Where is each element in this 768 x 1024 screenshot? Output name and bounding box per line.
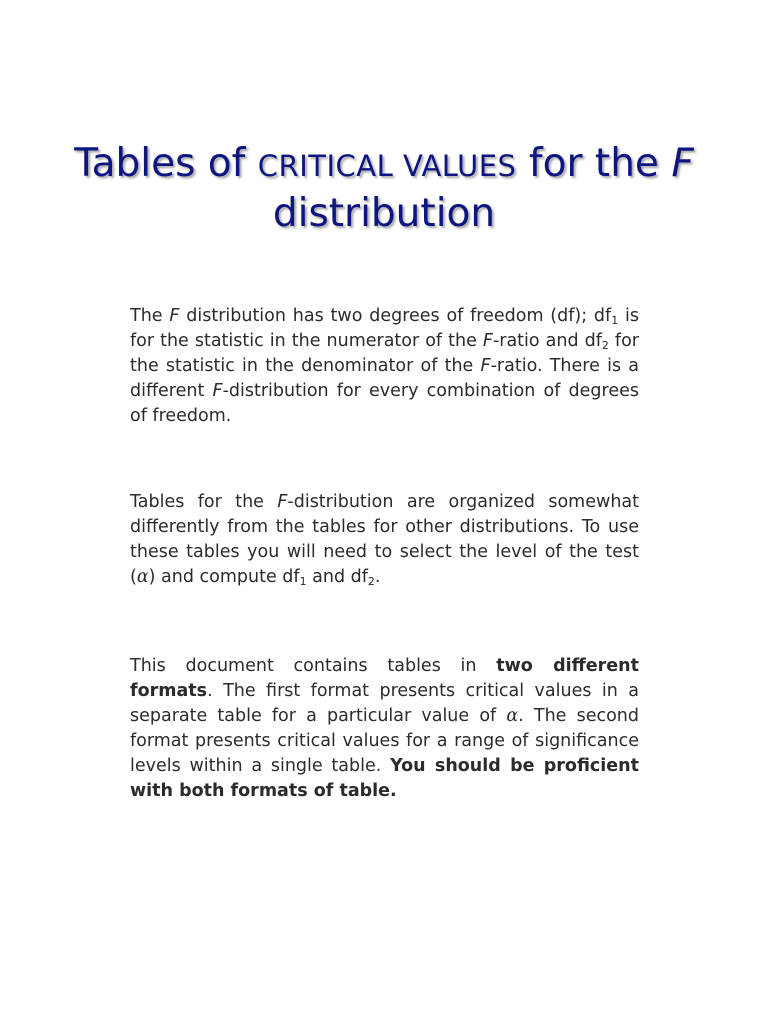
p1-f-italic: F <box>482 331 493 351</box>
p2-f-italic: F <box>277 492 288 512</box>
title-small-caps: CRITICAL VALUES <box>257 149 517 183</box>
p1-text: -distribution for every combination of degrees of freedom. <box>130 381 639 426</box>
p1-subscript: 2 <box>601 339 609 352</box>
p3-bold-text: You should be proficient with both formats of table. <box>130 756 639 801</box>
p1-text: The <box>130 306 170 326</box>
p1-f-italic: F <box>169 306 180 326</box>
p1-f-italic: F <box>480 356 491 376</box>
p3-text: This document contains tables in <box>130 656 497 676</box>
paragraph-f-distribution-intro <box>130 304 639 429</box>
alpha-symbol: α <box>506 706 519 726</box>
p2-text: and df <box>306 567 368 587</box>
title-f-letter: F <box>671 141 694 186</box>
p2-subscript: 2 <box>367 575 375 588</box>
p2-text: ) and compute df <box>148 567 300 587</box>
p1-text: for the statistic in the denominator of the <box>130 331 639 376</box>
paragraph-table-formats <box>130 654 639 804</box>
p1-text: -ratio. There is a different <box>130 356 639 401</box>
title-part3: distribution <box>272 191 496 236</box>
p3-text: . The first format presents critical values in a separate table for a particular value of <box>130 681 639 726</box>
p2-text: Tables for the <box>130 492 278 512</box>
p3-text: . The second format presents critical values for a range of significance levels within a single table. <box>130 706 639 776</box>
p1-text: is for the statistic in the numerator of the <box>130 306 639 351</box>
p2-text: -distribution are organized somewhat differently from the tables for other distributions. To use these tables you will need to select the level of the test ( <box>130 492 639 587</box>
alpha-symbol: α <box>136 567 149 587</box>
paragraph-table-organization <box>130 490 639 590</box>
title-part2: for the <box>516 141 672 186</box>
p1-f-italic: F <box>212 381 223 401</box>
p3-bold-text: two different formats <box>130 656 639 701</box>
title-part1: Tables of <box>74 141 258 186</box>
p2-subscript: 1 <box>299 575 307 588</box>
p1-text: -ratio and df <box>492 331 602 351</box>
page-title <box>60 140 708 238</box>
p1-subscript: 1 <box>611 314 619 327</box>
p1-text: distribution has two degrees of freedom (df); df <box>179 306 612 326</box>
p2-text: . <box>374 567 381 587</box>
